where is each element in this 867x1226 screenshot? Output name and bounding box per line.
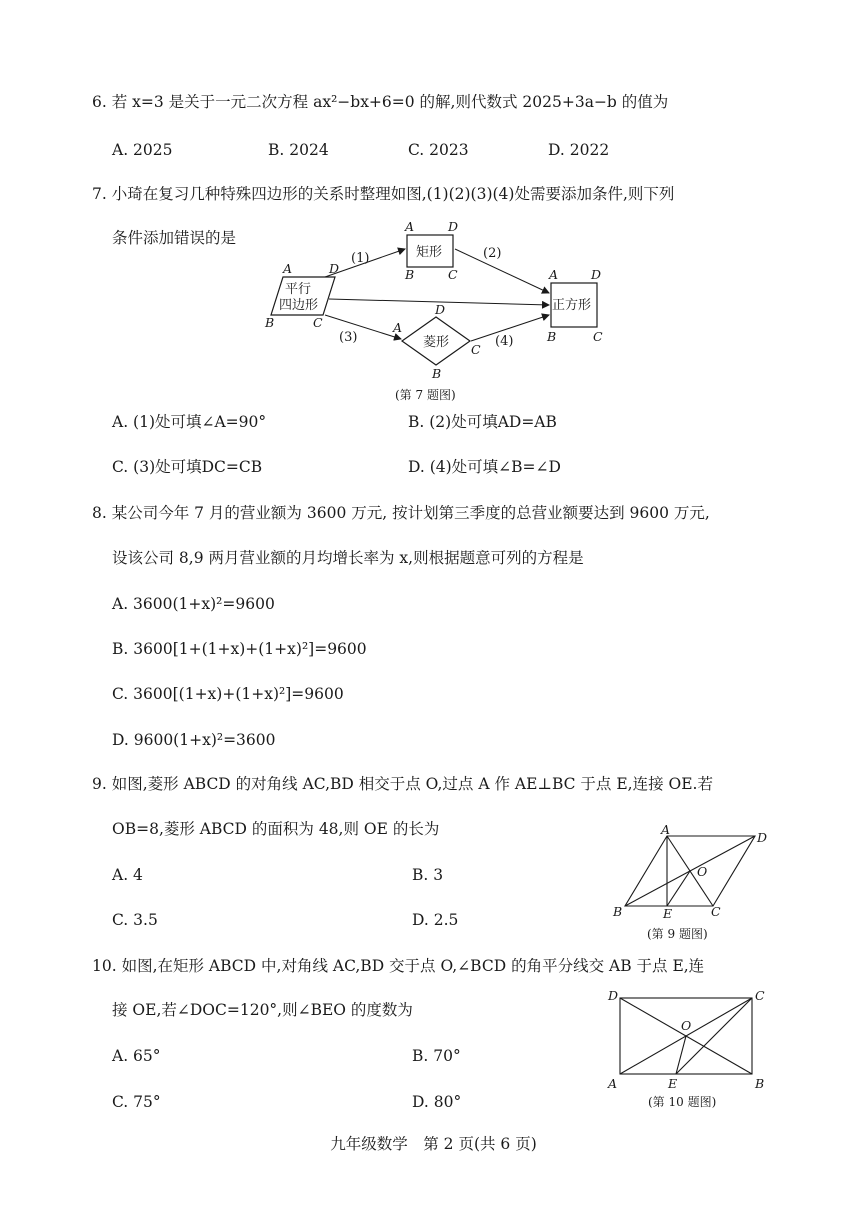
- q8-stem-line1: 8. 某公司今年 7 月的营业额为 3600 万元, 按计划第三季度的总营业额要达到 9600 万元,: [92, 504, 710, 522]
- q9-label-a: A: [661, 822, 671, 837]
- rectangle-vertex-c: C: [448, 267, 458, 282]
- q10-label-d: D: [608, 988, 619, 1003]
- square-vertex-b: B: [547, 329, 557, 344]
- q9-option-d: D. 2.5: [412, 911, 459, 929]
- q7-stem-line1: 7. 小琦在复习几种特殊四边形的关系时整理如图,(1)(2)(3)(4)处需要添加条件,则下列: [92, 185, 675, 203]
- q8-option-d: D. 9600(1+x)²=3600: [112, 731, 276, 749]
- q8-option-c: C. 3600[(1+x)+(1+x)²]=9600: [112, 685, 344, 703]
- q9-option-c: C. 3.5: [112, 911, 158, 929]
- q10-label-c: C: [755, 988, 765, 1003]
- arrow-3: [325, 315, 401, 339]
- q7-relationship-diagram: [255, 215, 615, 410]
- q9-stem-line1: 9. 如图,菱形 ABCD 的对角线 AC,BD 相交于点 O,过点 A 作 AE⊥BC 于点 E,连接 OE.若: [92, 775, 713, 793]
- q7-option-d: D. (4)处可填∠B=∠D: [408, 458, 561, 476]
- q10-rectangle-figure: [600, 986, 775, 1114]
- q9-label-e: E: [663, 906, 673, 921]
- q6-option-b: B. 2024: [268, 141, 329, 159]
- q9-label-o: O: [697, 864, 708, 879]
- q10-label-o: O: [681, 1018, 692, 1033]
- q9-segment-oe: [667, 871, 690, 906]
- rhombus-vertex-c: C: [471, 342, 481, 357]
- rhombus-label: 菱形: [423, 335, 450, 350]
- q6-option-a: A. 2025: [112, 141, 173, 159]
- q9-figure-caption: (第 9 题图): [647, 927, 708, 941]
- square-vertex-a: A: [549, 267, 559, 282]
- arrow-2-label: (2): [483, 246, 502, 261]
- rectangle-label: 矩形: [416, 245, 443, 260]
- rectangle-vertex-b: B: [405, 267, 415, 282]
- q6-stem: 6. 若 x=3 是关于一元二次方程 ax²−bx+6=0 的解,则代数式 2025+3a−b 的值为: [92, 93, 669, 111]
- q7-figure-caption: (第 7 题图): [395, 388, 456, 402]
- q7-option-c: C. (3)处可填DC=CB: [112, 458, 263, 476]
- rhombus-vertex-a: A: [393, 320, 403, 335]
- parallelogram-label-line1: 平行: [285, 282, 312, 297]
- q10-bisector-ce: [676, 998, 752, 1074]
- square-label: 正方形: [552, 298, 592, 313]
- parallelogram-vertex-c: C: [313, 315, 323, 330]
- arrow-4-label: (4): [495, 334, 514, 349]
- rectangle-vertex-a: A: [405, 219, 415, 234]
- q9-option-a: A. 4: [112, 866, 143, 884]
- q10-label-b: B: [755, 1076, 765, 1091]
- parallelogram-label-line2: 四边形: [279, 298, 319, 313]
- rectangle-vertex-d: D: [448, 219, 459, 234]
- arrow-3-label: (3): [339, 330, 358, 345]
- q9-label-b: B: [613, 904, 623, 919]
- parallelogram-vertex-d: D: [329, 261, 340, 276]
- q10-stem-line2: 接 OE,若∠DOC=120°,则∠BEO 的度数为: [112, 1001, 413, 1019]
- q7-option-b: B. (2)处可填AD=AB: [408, 413, 557, 431]
- q10-label-e: E: [668, 1076, 678, 1091]
- q10-figure-caption: (第 10 题图): [648, 1095, 717, 1109]
- q10-option-c: C. 75°: [112, 1093, 161, 1111]
- rhombus-vertex-b: B: [432, 366, 442, 381]
- q6-option-d: D. 2022: [548, 141, 610, 159]
- q9-label-c: C: [711, 904, 721, 919]
- square-vertex-c: C: [593, 329, 603, 344]
- q8-option-a: A. 3600(1+x)²=9600: [112, 595, 275, 613]
- q6-option-c: C. 2023: [408, 141, 469, 159]
- q9-label-d: D: [757, 830, 768, 845]
- q7-stem-line2: 条件添加错误的是: [112, 229, 237, 247]
- rhombus-vertex-d: D: [435, 302, 446, 317]
- q10-option-d: D. 80°: [412, 1093, 462, 1111]
- q7-option-a: A. (1)处可填∠A=90°: [112, 413, 267, 431]
- q10-option-a: A. 65°: [112, 1047, 161, 1065]
- parallelogram-vertex-a: A: [283, 261, 293, 276]
- parallelogram-vertex-b: B: [265, 315, 275, 330]
- q8-option-b: B. 3600[1+(1+x)+(1+x)²]=9600: [112, 640, 367, 658]
- page-footer: 九年级数学 第 2 页(共 6 页): [330, 1135, 537, 1153]
- q9-stem-line2: OB=8,菱形 ABCD 的面积为 48,则 OE 的长为: [112, 820, 440, 838]
- q10-label-a: A: [608, 1076, 618, 1091]
- q9-option-b: B. 3: [412, 866, 444, 884]
- q8-stem-line2: 设该公司 8,9 两月营业额的月均增长率为 x,则根据题意可列的方程是: [112, 549, 584, 567]
- arrow-1-label: (1): [351, 251, 370, 266]
- q10-stem-line1: 10. 如图,在矩形 ABCD 中,对角线 AC,BD 交于点 O,∠BCD 的角平分线交 AB 于点 E,连: [92, 957, 705, 975]
- q10-option-b: B. 70°: [412, 1047, 461, 1065]
- arrow-2: [455, 249, 549, 293]
- q9-rhombus-figure: [605, 822, 775, 948]
- square-vertex-d: D: [591, 267, 602, 282]
